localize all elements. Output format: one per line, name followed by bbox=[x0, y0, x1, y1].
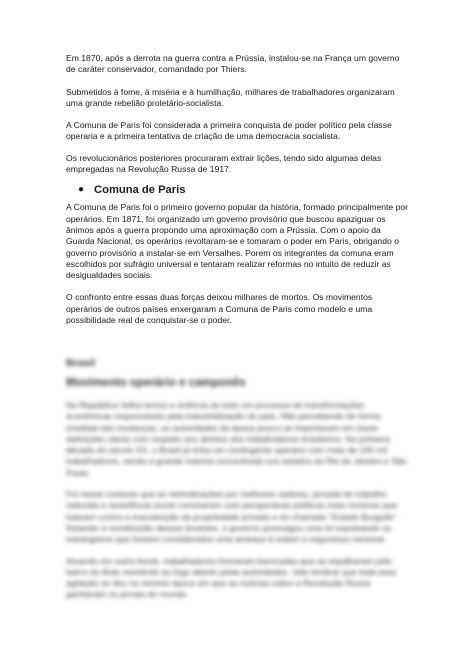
blurred-paragraph-1: Na República Velha temos a vivência de todo um processo de transformações econômicas responsáveis pela industrialização do país. Não percebendo de forma imediata tais mudanças, as autoridades da época pouco se importavam em trazer definições claras com respeito aos direitos dos trabalhadores brasileiros. Na primeira década do século XX, o Brasil já tinha um contingente operário com mais de 100 mil trabalhadores, sendo a grande maioria concentrada nos estados do Rio de Janeiro e São Paulo. bbox=[66, 400, 407, 478]
paragraph-rebellion: Submetidos à fome, à miséria e à humilhação, milhares de trabalhadores organizaram uma grande rebelião proletário-socialista. bbox=[66, 86, 395, 108]
blurred-preview-section bbox=[66, 356, 410, 611]
paragraph-thiers: Em 1870, após a derrota na guerra contra a Prússia, instalou-se na França um governo de caráter conservador, comandado por Thiers. bbox=[66, 53, 400, 75]
section-heading bbox=[78, 183, 410, 197]
paragraph-confrontation: O confronto entre essas duas forças deixou milhares de mortos. Os movimentos operários de outros países enxergaram a Comuna de Paris como modelo e uma possibilidade real de conquistar-se o poder. bbox=[66, 292, 373, 326]
paragraph-commune-description: A Comuna de Paris foi o primeiro governo popular da história, formado principalmente por operários. Em 1871, foi organizado um governo provisório que buscou apaziguar os ânimos após a guerra propondo uma aproximação com a Prússia. Com o apoio da Guarda Nacional, os operários revoltaram-se e tomaram o poder em Paris, obrigando o governo provisório a instalar-se em Versalhes. Porem os integrantes da comuna eram escolhidos por sufrágio universal e tentaram realizar reformas no intuito de reduzir as desigualdades sociais. bbox=[66, 202, 409, 281]
blurred-paragraph-2: Foi nesse contexto que as reivindicações por melhores salários, jornada de trabalho reduzida e assistência social conviveram com perspectivas políticas mais incisivas que lutavam contra a manutenção da propriedade privada e do chamado "Estado Burguês". Notando a constituição desses levantes, o governo promulgou uma lei expulsando os estrangeiros que fossem considerados uma ameaça à ordem e segurança nacional. bbox=[66, 489, 399, 545]
heading-text: Comuna de Paris bbox=[94, 184, 186, 197]
bullet-icon: ● bbox=[78, 184, 85, 196]
blurred-title: Brasil bbox=[66, 357, 96, 369]
blurred-subtitle: Movimento operário e camponês bbox=[66, 377, 246, 389]
paragraph-lessons: Os revolucionários posteriores procuraram extrair lições, tendo sido algumas delas empregadas na Revolução Russa de 1917. bbox=[66, 152, 382, 175]
visible-text-section bbox=[66, 53, 410, 326]
paragraph-first-conquest: A Comuna de Paris foi considerada a primeira conquista de poder político pela classe operaria e a primeira tentativa de criação de uma democracia socialista. bbox=[66, 120, 392, 142]
blurred-paragraph-3: Atuando em outra frente, trabalhadores formaram barricadas que se espalharam pelo bairro do Brás resistindo ao fogo aberto pelas autoridades. Vale lembrar que toda essa agitação se deu na mesma época em que as notícias sobre a Revolução Russa ganhavam os jornais do mundo. bbox=[66, 555, 397, 600]
